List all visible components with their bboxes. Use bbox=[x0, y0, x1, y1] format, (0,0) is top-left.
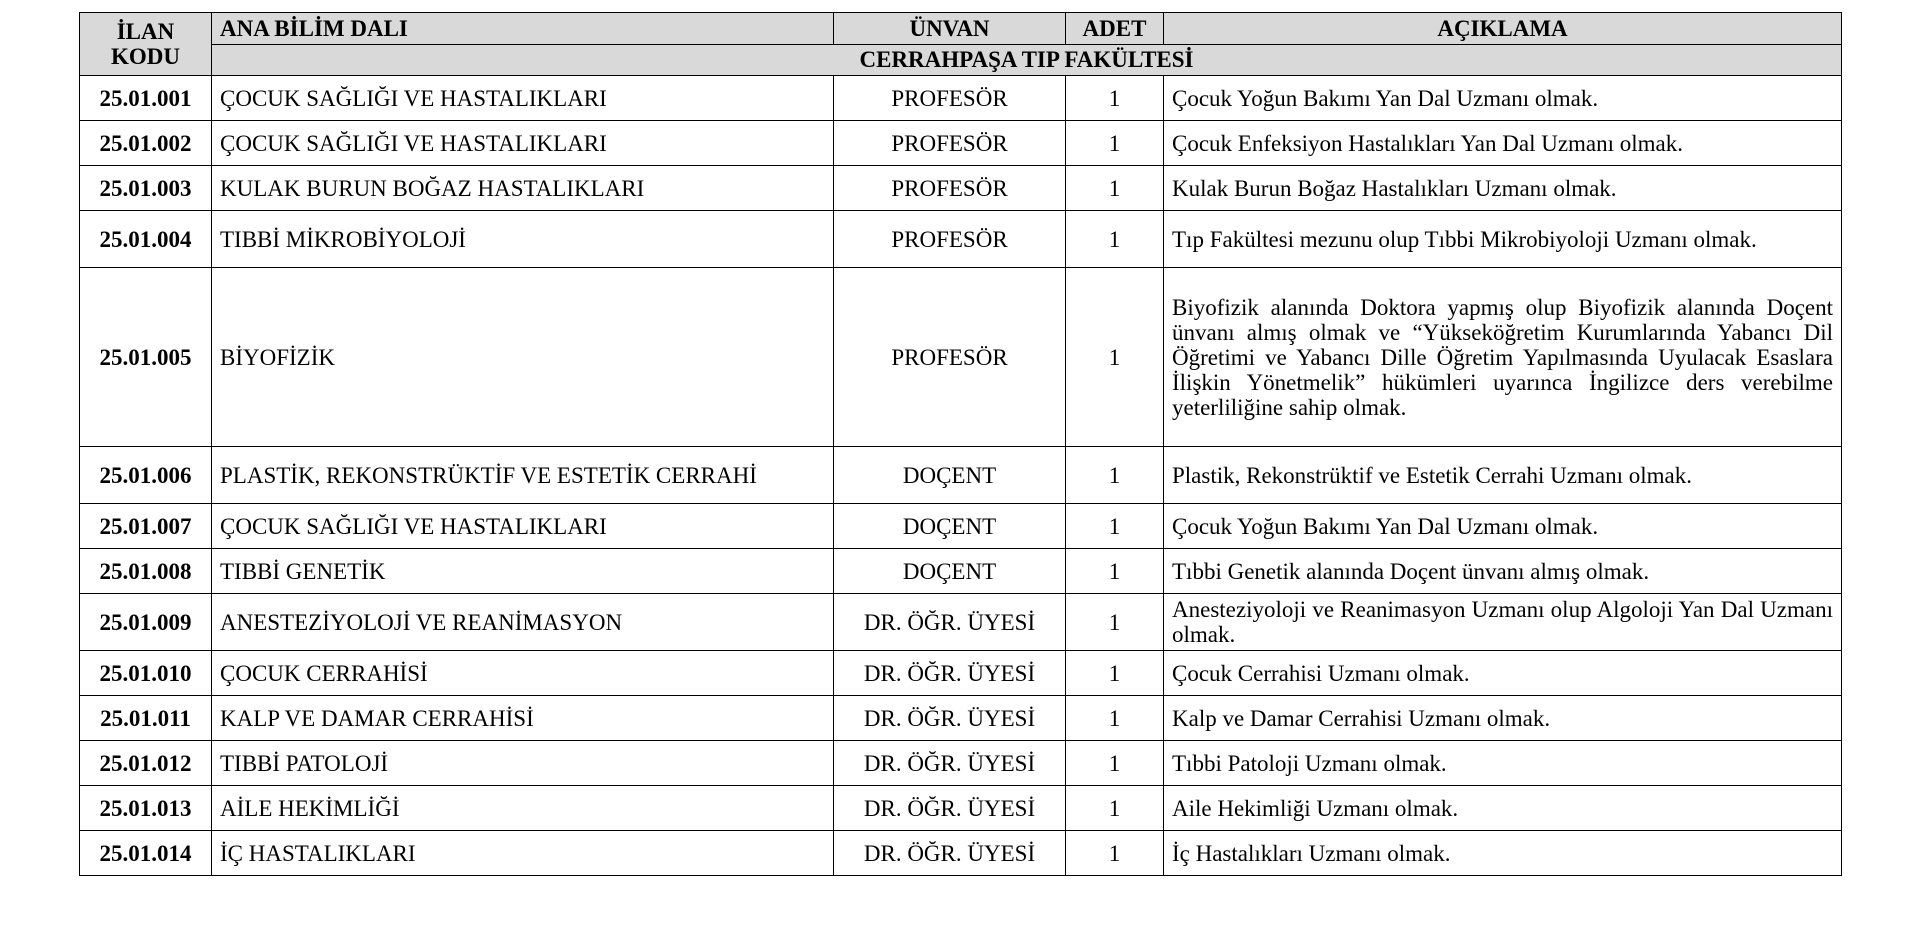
requirement-description: Çocuk Yoğun Bakımı Yan Dal Uzmanı olmak. bbox=[1164, 76, 1842, 121]
faculty-name: CERRAHPAŞA TIP FAKÜLTESİ bbox=[212, 44, 1842, 76]
requirement-description: Aile Hekimliği Uzmanı olmak. bbox=[1164, 786, 1842, 831]
table-row bbox=[80, 211, 1842, 268]
department-name: ANESTEZİYOLOJİ VE REANİMASYON bbox=[212, 594, 834, 651]
table-row bbox=[80, 166, 1842, 211]
table-row bbox=[80, 786, 1842, 831]
position-count: 1 bbox=[1066, 831, 1164, 876]
listing-code: 25.01.008 bbox=[80, 549, 212, 594]
table-row bbox=[80, 121, 1842, 166]
table-row bbox=[80, 268, 1842, 447]
header-title: ÜNVAN bbox=[834, 13, 1066, 45]
position-count: 1 bbox=[1066, 447, 1164, 504]
requirement-description: Çocuk Yoğun Bakımı Yan Dal Uzmanı olmak. bbox=[1164, 504, 1842, 549]
listing-code: 25.01.001 bbox=[80, 76, 212, 121]
table-row bbox=[80, 831, 1842, 876]
requirement-description: Tıp Fakültesi mezunu olup Tıbbi Mikrobiyoloji Uzmanı olmak. bbox=[1164, 211, 1842, 268]
academic-title: PROFESÖR bbox=[834, 121, 1066, 166]
listing-code: 25.01.012 bbox=[80, 741, 212, 786]
department-name: TIBBİ PATOLOJİ bbox=[212, 741, 834, 786]
requirement-description: Tıbbi Genetik alanında Doçent ünvanı almış olmak. bbox=[1164, 549, 1842, 594]
requirement-description: Kalp ve Damar Cerrahisi Uzmanı olmak. bbox=[1164, 696, 1842, 741]
header-code-line1: İLAN bbox=[116, 19, 175, 44]
department-name: KULAK BURUN BOĞAZ HASTALIKLARI bbox=[212, 166, 834, 211]
position-count: 1 bbox=[1066, 696, 1164, 741]
listing-code: 25.01.006 bbox=[80, 447, 212, 504]
listing-code: 25.01.009 bbox=[80, 594, 212, 651]
job-listing-table bbox=[79, 12, 1842, 876]
requirement-description: Tıbbi Patoloji Uzmanı olmak. bbox=[1164, 741, 1842, 786]
academic-title: DR. ÖĞR. ÜYESİ bbox=[834, 594, 1066, 651]
department-name: ÇOCUK SAĞLIĞI VE HASTALIKLARI bbox=[212, 504, 834, 549]
listing-code: 25.01.007 bbox=[80, 504, 212, 549]
table-body bbox=[80, 76, 1842, 876]
header-description: AÇIKLAMA bbox=[1164, 13, 1842, 45]
requirement-description: Çocuk Cerrahisi Uzmanı olmak. bbox=[1164, 651, 1842, 696]
academic-title: PROFESÖR bbox=[834, 211, 1066, 268]
table-row bbox=[80, 504, 1842, 549]
department-name: PLASTİK, REKONSTRÜKTİF VE ESTETİK CERRAHİ bbox=[212, 447, 834, 504]
position-count: 1 bbox=[1066, 211, 1164, 268]
academic-title: PROFESÖR bbox=[834, 166, 1066, 211]
position-count: 1 bbox=[1066, 651, 1164, 696]
academic-title: DOÇENT bbox=[834, 549, 1066, 594]
department-name: TIBBİ MİKROBİYOLOJİ bbox=[212, 211, 834, 268]
department-name: İÇ HASTALIKLARI bbox=[212, 831, 834, 876]
table-row bbox=[80, 696, 1842, 741]
academic-title: DR. ÖĞR. ÜYESİ bbox=[834, 831, 1066, 876]
listing-code: 25.01.013 bbox=[80, 786, 212, 831]
listing-code: 25.01.014 bbox=[80, 831, 212, 876]
listing-code: 25.01.002 bbox=[80, 121, 212, 166]
table-row bbox=[80, 594, 1842, 651]
academic-title: DR. ÖĞR. ÜYESİ bbox=[834, 651, 1066, 696]
academic-title: DR. ÖĞR. ÜYESİ bbox=[834, 696, 1066, 741]
department-name: ÇOCUK SAĞLIĞI VE HASTALIKLARI bbox=[212, 76, 834, 121]
listing-code: 25.01.005 bbox=[80, 268, 212, 447]
table-row bbox=[80, 76, 1842, 121]
position-count: 1 bbox=[1066, 549, 1164, 594]
header-code-line2: KODU bbox=[111, 44, 180, 69]
position-count: 1 bbox=[1066, 741, 1164, 786]
position-count: 1 bbox=[1066, 76, 1164, 121]
table-header-row bbox=[80, 13, 1842, 45]
department-name: KALP VE DAMAR CERRAHİSİ bbox=[212, 696, 834, 741]
header-code bbox=[80, 13, 212, 76]
department-name: TIBBİ GENETİK bbox=[212, 549, 834, 594]
department-name: AİLE HEKİMLİĞİ bbox=[212, 786, 834, 831]
academic-title: DOÇENT bbox=[834, 447, 1066, 504]
table-row bbox=[80, 651, 1842, 696]
position-count: 1 bbox=[1066, 121, 1164, 166]
position-count: 1 bbox=[1066, 268, 1164, 447]
listing-code: 25.01.010 bbox=[80, 651, 212, 696]
requirement-description: Çocuk Enfeksiyon Hastalıkları Yan Dal Uzmanı olmak. bbox=[1164, 121, 1842, 166]
position-count: 1 bbox=[1066, 504, 1164, 549]
listing-code: 25.01.004 bbox=[80, 211, 212, 268]
department-name: ÇOCUK SAĞLIĞI VE HASTALIKLARI bbox=[212, 121, 834, 166]
academic-title: DOÇENT bbox=[834, 504, 1066, 549]
position-count: 1 bbox=[1066, 594, 1164, 651]
table-row bbox=[80, 741, 1842, 786]
requirement-description: Plastik, Rekonstrüktif ve Estetik Cerrahi Uzmanı olmak. bbox=[1164, 447, 1842, 504]
header-count: ADET bbox=[1066, 13, 1164, 45]
listing-code: 25.01.011 bbox=[80, 696, 212, 741]
requirement-description: Kulak Burun Boğaz Hastalıkları Uzmanı olmak. bbox=[1164, 166, 1842, 211]
requirement-description: Biyofizik alanında Doktora yapmış olup Biyofizik alanında Doçent ünvanı almış olmak ve “Yükseköğretim Kurumlarında Yabancı Dil Öğretimi ve Yabancı Dille Öğretim Yapılmasında Uyulacak Esaslara İlişkin Yönetmelik” hükümleri uyarınca İngilizce ders verebilme yeterliliğine sahip olmak. bbox=[1164, 268, 1842, 447]
header-department: ANA BİLİM DALI bbox=[212, 13, 834, 45]
position-count: 1 bbox=[1066, 166, 1164, 211]
department-name: ÇOCUK CERRAHİSİ bbox=[212, 651, 834, 696]
table-row bbox=[80, 549, 1842, 594]
position-count: 1 bbox=[1066, 786, 1164, 831]
table-row bbox=[80, 447, 1842, 504]
academic-title: DR. ÖĞR. ÜYESİ bbox=[834, 741, 1066, 786]
academic-title: PROFESÖR bbox=[834, 76, 1066, 121]
requirement-description: İç Hastalıkları Uzmanı olmak. bbox=[1164, 831, 1842, 876]
academic-title: DR. ÖĞR. ÜYESİ bbox=[834, 786, 1066, 831]
department-name: BİYOFİZİK bbox=[212, 268, 834, 447]
academic-title: PROFESÖR bbox=[834, 268, 1066, 447]
listing-code: 25.01.003 bbox=[80, 166, 212, 211]
requirement-description: Anesteziyoloji ve Reanimasyon Uzmanı olup Algoloji Yan Dal Uzmanı olmak. bbox=[1164, 594, 1842, 651]
faculty-row bbox=[80, 44, 1842, 76]
